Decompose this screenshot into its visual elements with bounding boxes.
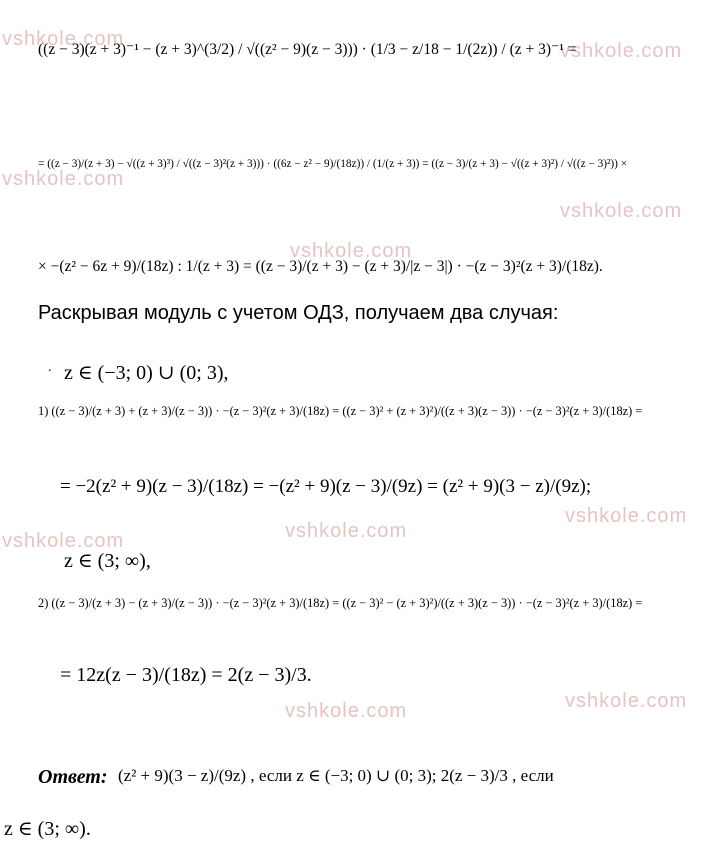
case-2-result: = 12z(z − 3)/(18z) = 2(z − 3)/3.: [60, 664, 312, 686]
equation-line-2: = ((z − 3)/(z + 3) − √((z + 3)³) / √((z − 3)²(z + 3))) · ((6z − z² − 9)/(18z)) / (1/(z + 3)) = ((z − 3)/(z + 3) − √((z + 3)²) / √((z − 3)²)) ×: [38, 158, 628, 170]
watermark: vshkole.com: [565, 505, 688, 527]
watermark: vshkole.com: [285, 520, 408, 542]
watermark: vshkole.com: [565, 690, 688, 712]
watermark: vshkole.com: [2, 28, 125, 50]
watermark: vshkole.com: [2, 530, 125, 552]
answer-text: (z² + 9)(3 − z)/(9z) , если z ∈ (−3; 0) ∪ (0; 3); 2(z − 3)/3 , если: [118, 766, 554, 785]
case-1-equation: 1) ((z − 3)/(z + 3) + (z + 3)/(z − 3)) · −(z − 3)²(z + 3)/(18z) = ((z − 3)² + (z + 3)²)/((z + 3)(z − 3)) · −(z − 3)²(z + 3)/(18z) =: [38, 404, 643, 418]
equation-line-1: ((z − 3)(z + 3)⁻¹ − (z + 3)^(3/2) / √((z² − 9)(z − 3))) · (1/3 − z/18 − 1/(2z)) / (z + 3)⁻¹ =: [38, 41, 577, 58]
watermark: vshkole.com: [2, 168, 125, 190]
equation-line-3: × −(z² − 6z + 9)/(18z) : 1/(z + 3) = ((z − 3)/(z + 3) − (z + 3)/|z − 3|) · −(z − 3)²(z + 3)/(18z).: [38, 258, 603, 275]
watermark: vshkole.com: [560, 40, 683, 62]
watermark: vshkole.com: [290, 240, 413, 262]
answer-label: Ответ:: [38, 766, 108, 788]
bullet-mark: .: [48, 360, 52, 375]
watermark: vshkole.com: [560, 200, 683, 222]
answer-continuation: z ∈ (3; ∞).: [4, 818, 91, 840]
case-2-condition: z ∈ (3; ∞),: [64, 550, 151, 572]
case-2-equation: 2) ((z − 3)/(z + 3) − (z + 3)/(z − 3)) · −(z − 3)²(z + 3)/(18z) = ((z − 3)² − (z + 3)²)/((z + 3)(z − 3)) · −(z − 3)²(z + 3)/(18z) =: [38, 596, 643, 610]
case-1-condition: z ∈ (−3; 0) ∪ (0; 3),: [64, 362, 229, 384]
paragraph-text: Раскрывая модуль с учетом ОДЗ, получаем два случая:: [38, 302, 559, 324]
watermark: vshkole.com: [285, 700, 408, 722]
case-1-result: = −2(z² + 9)(z − 3)/(18z) = −(z² + 9)(z − 3)/(9z) = (z² + 9)(3 − z)/(9z);: [60, 476, 592, 497]
